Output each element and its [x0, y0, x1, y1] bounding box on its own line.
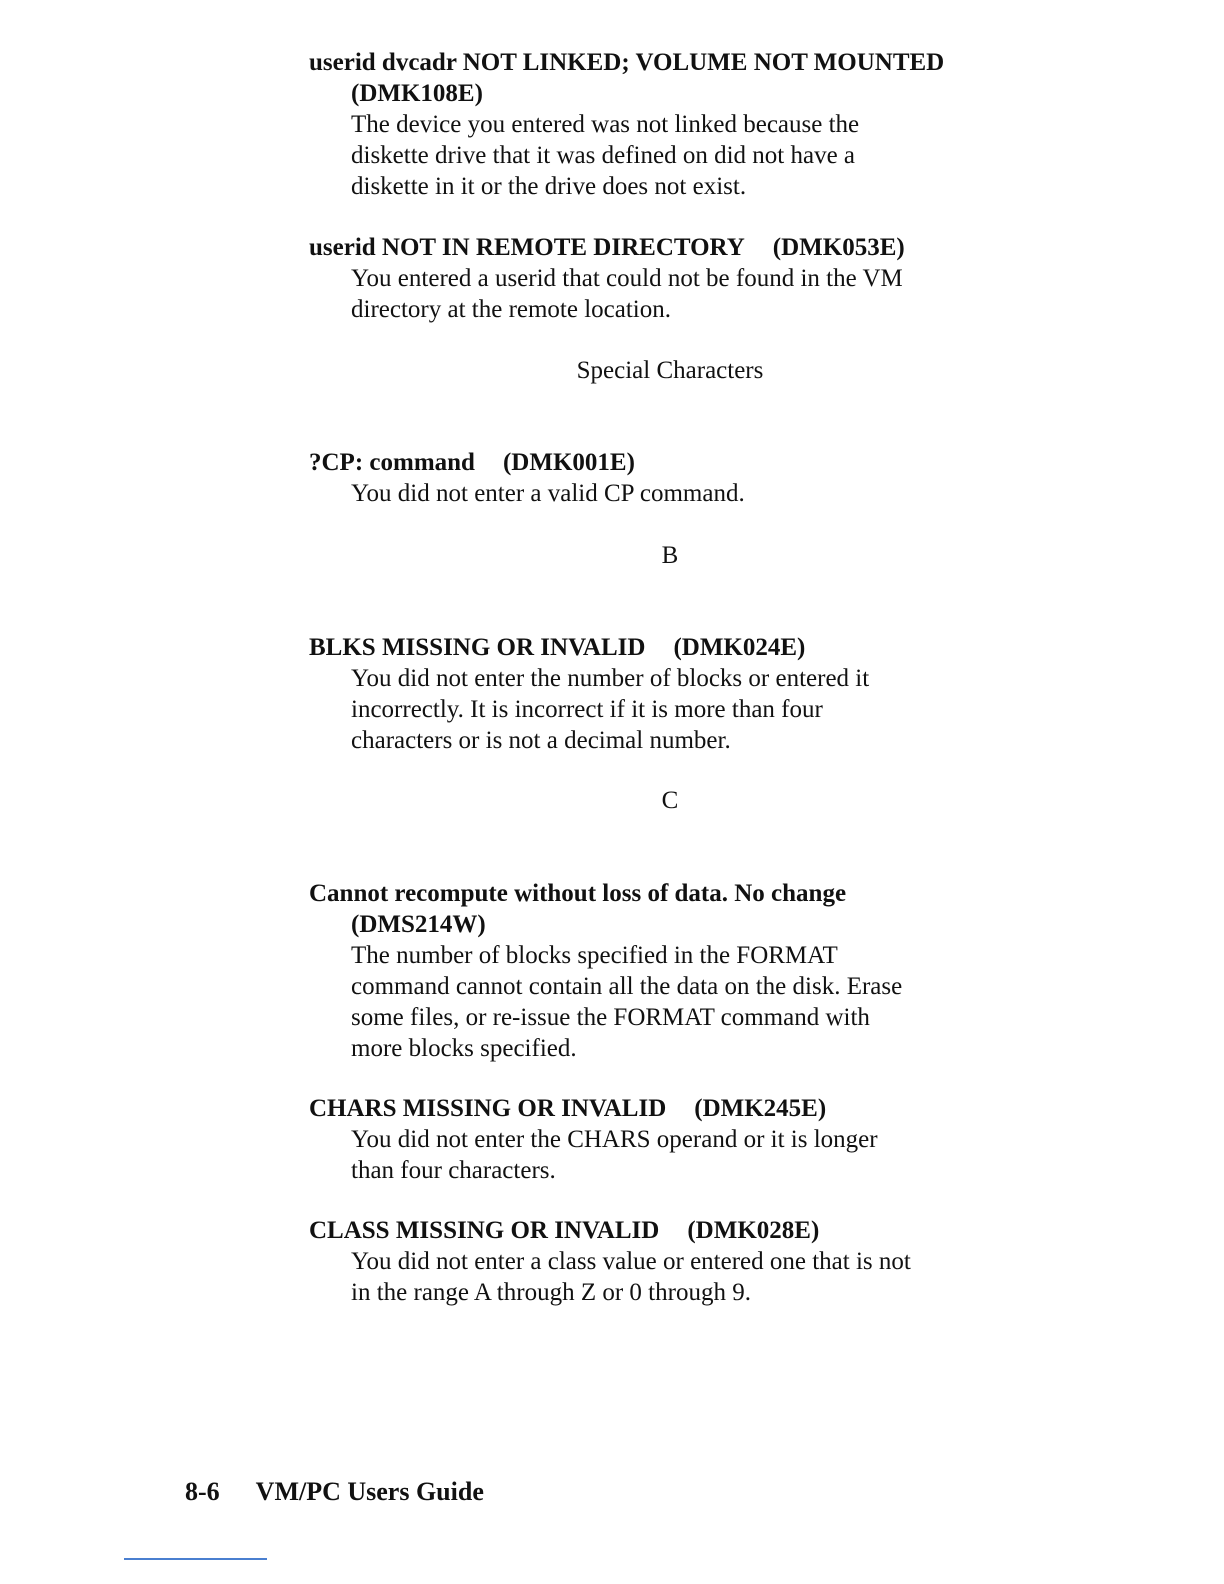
- message-text: ?CP: command: [309, 449, 475, 476]
- description-line: characters or is not a decimal number.: [351, 727, 731, 754]
- description-line: than four characters.: [351, 1157, 556, 1184]
- footer-rule: [124, 1558, 267, 1560]
- message-entry-dmk028e: [309, 1215, 1009, 1308]
- description-line: some files, or re-issue the FORMAT command with: [351, 1004, 870, 1031]
- message-entry-dmk024e: [309, 632, 1009, 756]
- message-entry-dms214w: [309, 878, 1009, 1064]
- message-description: [351, 109, 1009, 202]
- description-line: directory at the remote location.: [351, 296, 672, 323]
- description-line: The number of blocks specified in the FORMAT: [351, 942, 838, 969]
- message-heading: [309, 232, 1009, 263]
- message-description: [351, 263, 1009, 325]
- message-code: (DMK028E): [687, 1217, 820, 1244]
- message-heading: [309, 47, 1009, 109]
- message-code: (DMK053E): [772, 234, 905, 261]
- section-heading-c: C: [661, 787, 679, 814]
- message-code: (DMK108E): [351, 80, 483, 107]
- message-description: [351, 940, 1009, 1064]
- message-text: BLKS MISSING OR INVALID: [309, 634, 646, 661]
- message-text: CHARS MISSING OR INVALID: [309, 1095, 667, 1122]
- description-line: diskette drive that it was defined on did not have a: [351, 142, 856, 169]
- message-text: CLASS MISSING OR INVALID: [309, 1217, 660, 1244]
- message-heading: [309, 632, 1009, 663]
- description-line: incorrectly. It is incorrect if it is more than four: [351, 696, 823, 723]
- message-code: (DMK245E): [694, 1095, 827, 1122]
- message-description: [351, 663, 1009, 756]
- message-code: (DMS214W): [351, 911, 486, 938]
- description-line: The device you entered was not linked because the: [351, 111, 860, 138]
- book-title: VM/PC Users Guide: [255, 1477, 484, 1506]
- message-heading: [309, 447, 1009, 478]
- section-heading-special-characters: Special Characters: [576, 357, 764, 384]
- message-entry-dmk001e: [309, 447, 1009, 509]
- message-heading: [309, 878, 1009, 940]
- message-description: [351, 478, 1009, 509]
- message-description: [351, 1124, 1009, 1186]
- message-entry-dmk108e: [309, 47, 1009, 202]
- description-line: more blocks specified.: [351, 1035, 577, 1062]
- description-line: You did not enter the CHARS operand or it is longer: [351, 1126, 878, 1153]
- page-footer: [185, 1476, 484, 1507]
- message-heading: [309, 1215, 1009, 1246]
- message-code: (DMK024E): [673, 634, 806, 661]
- page-number: 8-6: [185, 1477, 220, 1506]
- message-heading: [309, 1093, 1009, 1124]
- description-line: You entered a userid that could not be found in the VM: [351, 265, 903, 292]
- message-text: userid dvcadr NOT LINKED; VOLUME NOT MOUNTED: [309, 49, 945, 76]
- description-line: You did not enter a valid CP command.: [351, 480, 745, 507]
- message-code: (DMK001E): [502, 449, 635, 476]
- description-line: in the range A through Z or 0 through 9.: [351, 1279, 751, 1306]
- message-description: [351, 1246, 1009, 1308]
- description-line: diskette in it or the drive does not exist.: [351, 173, 747, 200]
- message-entry-dmk245e: [309, 1093, 1009, 1186]
- section-heading-b: B: [661, 542, 679, 569]
- description-line: You did not enter the number of blocks or entered it: [351, 665, 870, 692]
- message-text: userid NOT IN REMOTE DIRECTORY: [309, 234, 745, 261]
- description-line: You did not enter a class value or entered one that is not: [351, 1248, 911, 1275]
- message-entry-dmk053e: [309, 232, 1009, 325]
- message-text: Cannot recompute without loss of data. No change: [309, 880, 847, 907]
- description-line: command cannot contain all the data on the disk. Erase: [351, 973, 903, 1000]
